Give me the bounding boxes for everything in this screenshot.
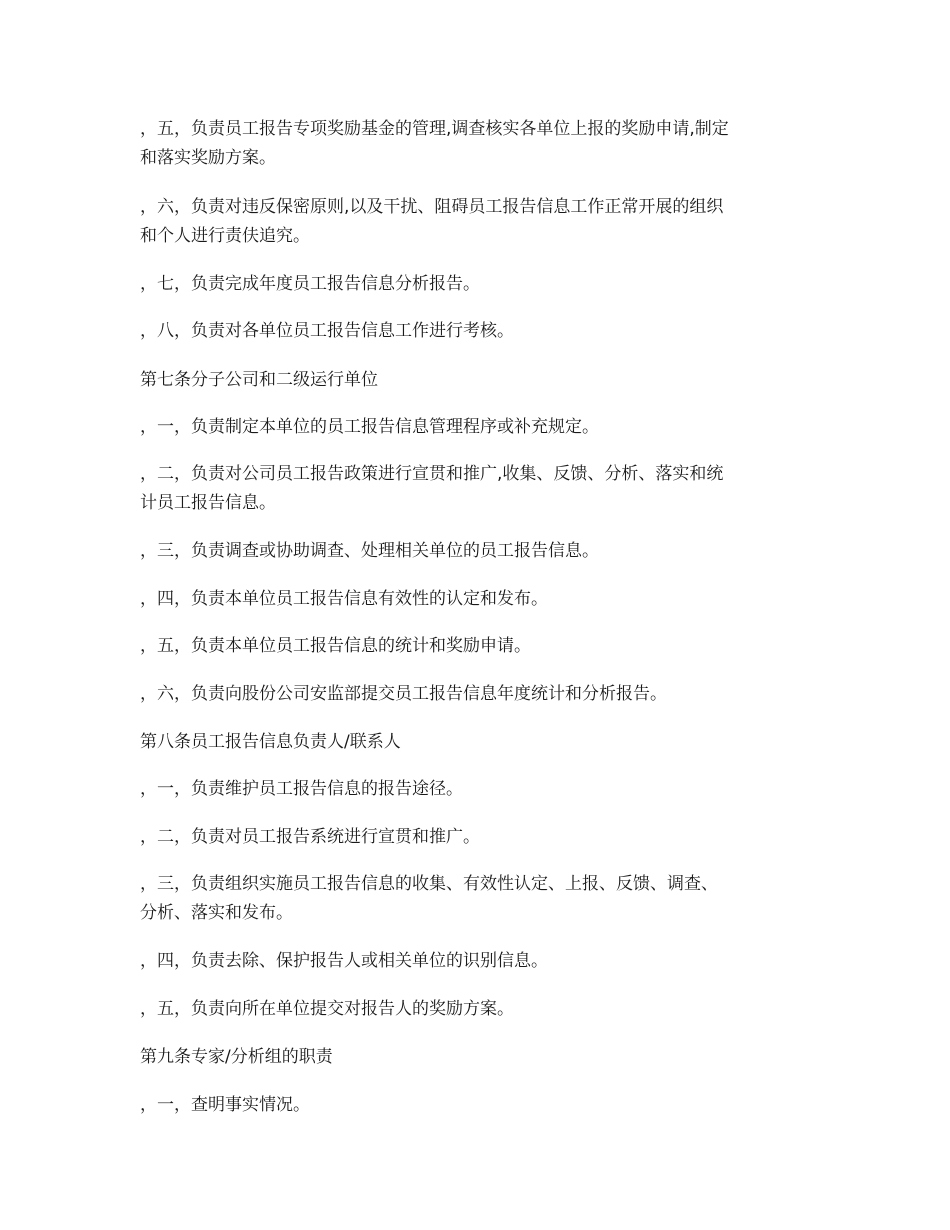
paragraph-a8-2: ，二，负责对员工报告系统进行宣贯和推广。 bbox=[140, 827, 480, 847]
article-9-heading: 第九条专家/分析组的职责 bbox=[140, 1047, 333, 1067]
paragraph-7-annual-report: ，七，负责完成年度员工报告信息分析报告。 bbox=[140, 274, 480, 294]
paragraph-a7-5: ，五，负责本单位员工报告信息的统计和奖励申请。 bbox=[140, 636, 531, 656]
paragraph-a7-1: ，一，负责制定本单位的员工报告信息管理程序或补充规定。 bbox=[140, 417, 599, 437]
paragraph-a7-4: ，四，负责本单位员工报告信息有效性的认定和发布。 bbox=[140, 589, 548, 609]
paragraph-a8-4: ，四，负责去除、保护报告人或相关单位的识别信息。 bbox=[140, 951, 548, 971]
paragraph-8-assessment: ，八，负责对各单位员工报告信息工作进行考核。 bbox=[140, 321, 514, 341]
article-7-heading: 第七条分子公司和二级运行单位 bbox=[140, 370, 378, 390]
article-8-heading: 第八条员工报告信息负责人/联系人 bbox=[140, 732, 401, 752]
paragraph-a7-6: ，六，负责向股份公司安监部提交员工报告信息年度统计和分析报告。 bbox=[140, 684, 667, 704]
paragraph-6-accountability: ，六，负责对违反保密原则,以及干扰、阻碍员工报告信息工作正常开展的组织 和个人进行责伕追究。 bbox=[140, 197, 724, 246]
paragraph-a8-3: ，三，负责组织实施员工报告信息的收集、有效性认定、上报、反馈、调查、 分析、落实和发布。 bbox=[140, 874, 718, 923]
paragraph-a7-2: ，二，负责对公司员工报告政策进行宣贯和推广,收集、反馈、分析、落实和统 计员工报告信息。 bbox=[140, 464, 724, 513]
paragraph-a8-1: ，一，负责维护员工报告信息的报告途径。 bbox=[140, 779, 463, 799]
paragraph-a8-5: ，五，负责向所在单位提交对报告人的奖励方案。 bbox=[140, 999, 514, 1019]
paragraph-a9-1: ，一，查明事实情况。 bbox=[140, 1095, 310, 1115]
paragraph-5-fund: ，五，负责员工报告专项奖励基金的管理,调查核实各单位上报的奖励申请,制定 和落实奖励方案。 bbox=[140, 119, 729, 168]
paragraph-a7-3: ，三，负责调查或协助调查、处理相关单位的员工报告信息。 bbox=[140, 541, 599, 561]
